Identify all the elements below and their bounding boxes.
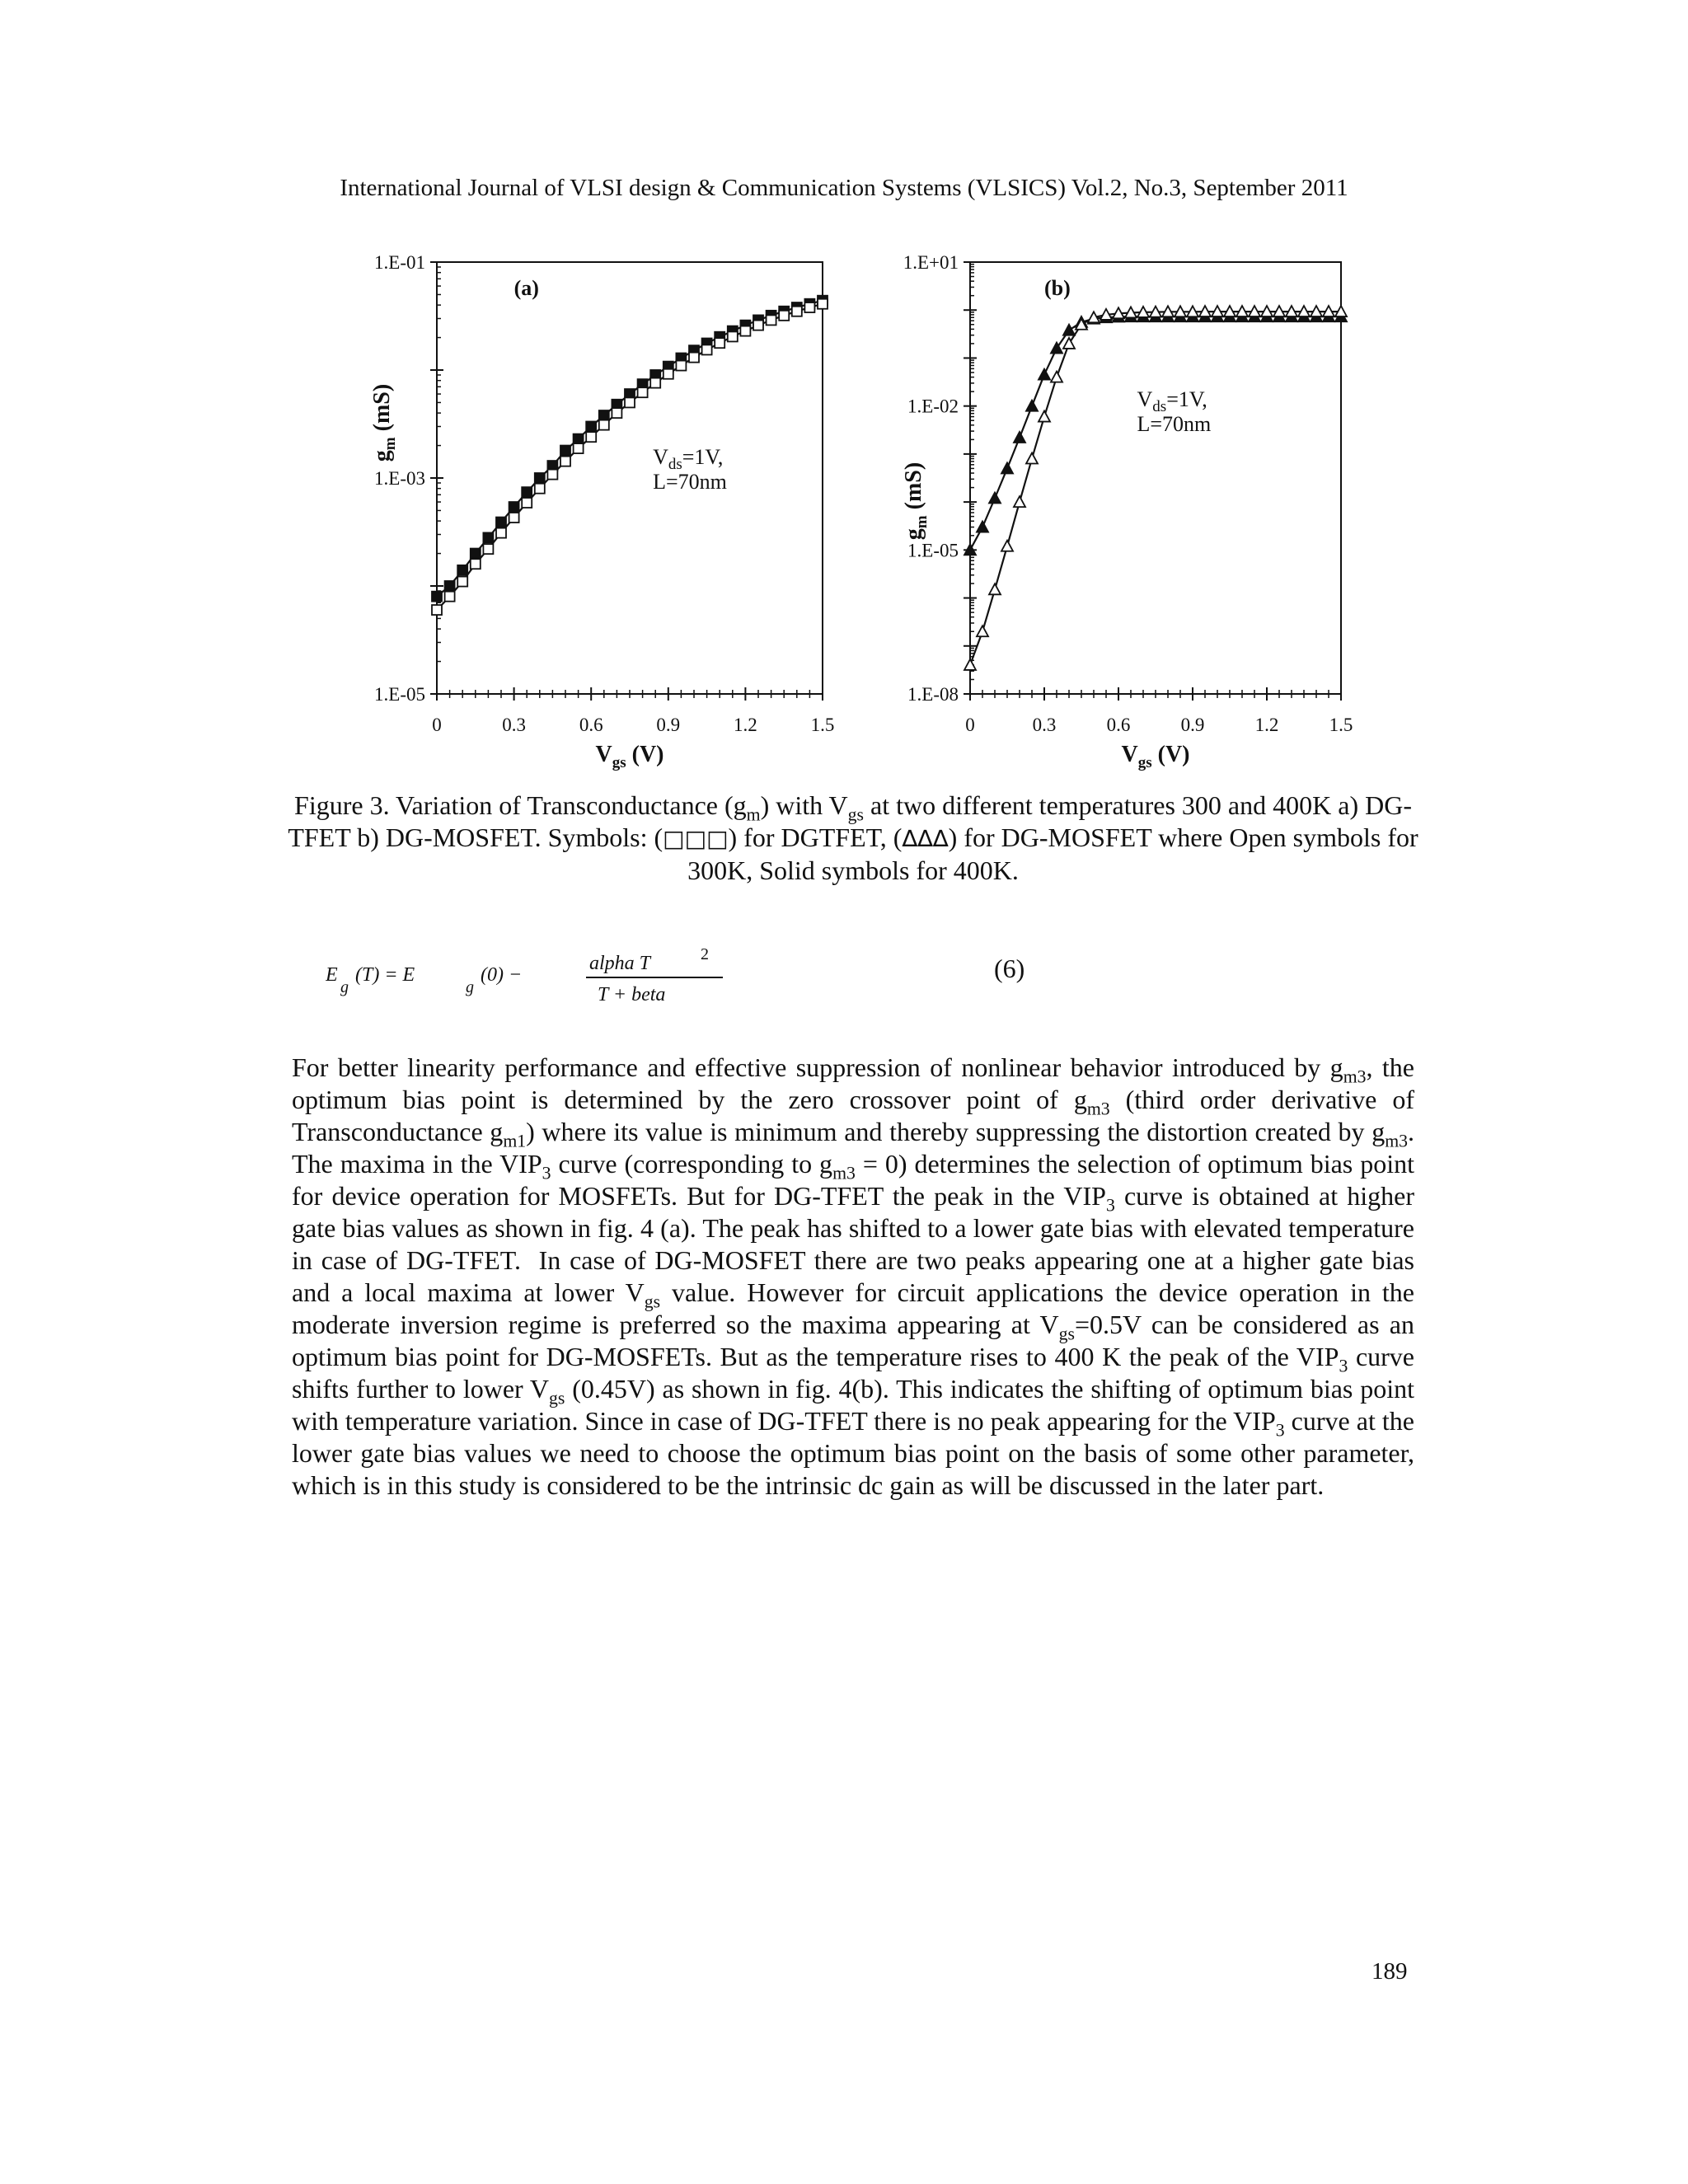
annotation-vds: $V_{ds}=1V$, <box>1137 387 1207 415</box>
data-point-open <box>483 544 493 554</box>
data-point-open <box>445 592 455 602</box>
data-point-open <box>599 420 609 430</box>
data-point-solid <box>1014 432 1025 443</box>
data-point-open <box>977 626 988 636</box>
chart-a-transconductance-dgtfet <box>338 247 865 783</box>
y-tick-label: 1.E-05 <box>374 684 425 705</box>
annotation-length: L=70nm <box>653 470 727 494</box>
data-point-open <box>1026 453 1038 464</box>
data-point-open <box>625 397 635 407</box>
data-point-open <box>547 470 557 480</box>
x-tick-label: 0.3 <box>502 715 526 735</box>
data-point-solid <box>432 592 442 602</box>
data-point-solid <box>1039 369 1050 380</box>
data-point-open <box>740 326 750 336</box>
y-tick-label: 1.E-05 <box>907 540 959 561</box>
data-point-solid <box>471 549 481 559</box>
data-point-open <box>753 321 763 330</box>
eq-lhs-arg: (T) = E <box>355 964 415 986</box>
series-line-open <box>437 304 823 610</box>
x-tick-label: 1.5 <box>810 715 835 735</box>
data-point-open <box>1014 496 1025 507</box>
data-point-solid <box>1026 401 1038 411</box>
data-point-open <box>560 457 570 466</box>
data-point-open <box>715 338 724 348</box>
data-point-open <box>1063 338 1075 349</box>
eq-rhs-sub: g <box>466 978 474 996</box>
x-tick-label: 1.2 <box>1254 715 1279 735</box>
data-point-solid <box>586 421 596 431</box>
equation-bandgap <box>326 946 754 1012</box>
data-point-open <box>767 315 776 325</box>
data-point-open <box>728 331 738 341</box>
data-point-open <box>432 605 442 615</box>
eq-numerator-exp: 2 <box>701 946 709 963</box>
y-axis-label: $g_m$ (mS) <box>369 383 399 462</box>
x-axis-label: $V_{gs}$ (V) <box>595 742 664 771</box>
data-point-open <box>586 432 596 442</box>
y-tick-label: 1.E-08 <box>907 684 959 705</box>
data-point-solid <box>599 410 609 420</box>
data-point-solid <box>457 565 467 575</box>
annotation-vds: $V_{ds}=1V$, <box>653 445 724 473</box>
figure-caption: Figure 3. Variation of Transconductance $(g_m)$ with $V_{gs}$ at two different temperatures 300 and 400K a) DG-TFET b) DG-MOSFET. Symbols: (□□□) for DGTFET, (∆∆∆) for DG-MOSFET where Open symbols for 300K, Solid symbols for 400K. <box>288 790 1418 885</box>
data-point-open <box>650 378 660 388</box>
body-paragraph <box>292 1052 1414 1502</box>
data-point-open <box>535 484 545 494</box>
running-header: International Journal of VLSI design & Communication Systems (VLSICS) Vol.2, No.3, September 2011 <box>340 175 1348 201</box>
equation-number: (6) <box>994 954 1025 983</box>
plot-frame <box>437 262 823 694</box>
data-point-solid <box>445 581 455 591</box>
series-line-solid <box>437 301 823 597</box>
x-tick-label: 0.9 <box>1180 715 1205 735</box>
chart-b-transconductance-dgmosfet <box>870 247 1381 783</box>
data-point-solid <box>496 518 506 527</box>
data-point-open <box>1051 372 1062 382</box>
y-tick-label: 1.E+01 <box>903 252 959 273</box>
data-point-open <box>612 408 621 418</box>
x-tick-label: 0.6 <box>579 715 603 735</box>
data-point-solid <box>560 446 570 456</box>
x-axis-label: $V_{gs}$ (V) <box>1121 742 1190 771</box>
x-tick-label: 0 <box>432 715 442 735</box>
x-tick-label: 0.6 <box>1106 715 1131 735</box>
data-point-solid <box>1063 325 1075 335</box>
data-point-open <box>574 443 584 453</box>
annotation-length: L=70nm <box>1137 412 1212 436</box>
data-point-open <box>638 387 648 397</box>
data-point-open <box>689 353 699 363</box>
data-point-open <box>779 311 789 321</box>
panel-label: (a) <box>513 276 539 300</box>
eq-lhs: E <box>326 964 338 986</box>
data-point-open <box>471 559 481 569</box>
data-point-open <box>702 344 712 354</box>
data-point-open <box>1001 541 1013 551</box>
data-point-open <box>818 299 828 309</box>
data-point-open <box>989 583 1001 594</box>
data-point-open <box>509 513 519 523</box>
data-point-solid <box>989 493 1001 504</box>
series-line-open <box>970 312 1341 665</box>
data-point-open <box>676 361 686 371</box>
y-tick-label: 1.E-02 <box>907 396 959 417</box>
y-tick-label: 1.E-03 <box>374 468 425 489</box>
y-tick-label: 1.E-01 <box>374 252 425 273</box>
data-point-open <box>804 302 814 312</box>
data-point-solid <box>1001 462 1013 473</box>
x-tick-label: 1.2 <box>734 715 757 735</box>
page-number: 189 <box>1372 1958 1408 1985</box>
x-tick-label: 1.5 <box>1329 715 1353 735</box>
eq-numerator: alpha T <box>589 953 651 974</box>
x-tick-label: 0 <box>965 715 975 735</box>
data-point-open <box>457 577 467 587</box>
data-point-open <box>663 369 673 379</box>
data-point-open <box>522 498 532 508</box>
paragraph-text: For better linearity performance and effective suppression of nonlinear behavior introduced by $g_{m3}$, the optimum bias point is determined by the zero crossover point of $g_{m3}$ (third order derivative of Transconductance $g_{m1}$) where its value is minimum and thereby suppressing the distortion created by $g_{m3}$. The maxima in the $VIP_3$ curve (corresponding to $g_{m3} = 0$) determines the selection of optimum bias point for device operation for MOSFETs. But for DG-TFET the peak in the $VIP_3$ curve is obtained at higher gate bias values as shown in fig. 4 (a). The peak has shifted to a lower gate bias with elevated temperature in case of DG-TFET. In case of DG-MOSFET there are two peaks appearing one at a higher gate bias and a local maxima at lower $V_{gs}$ value. However for circuit applications the device operation in the moderate inversion regime is preferred so the maxima appearing at $V_{gs}=0.5V$ can be considered as an optimum bias point for DG-MOSFETs. But as the temperature rises to 400 K the peak of the $VIP_3$ curve shifts further to lower $V_{gs}$ (0.45V) as shown in fig. 4(b). This indicates the shifting of optimum bias point with temperature variation. Since in case of DG-TFET there is no peak appearing for the $VIP_3$ curve at the lower gate bias values we need to choose the optimum bias point on the basis of some other parameter, which is in this study is considered to be the intrinsic dc gain as will be discussed in the later part. <box>292 1052 1415 1500</box>
data-point-solid <box>1051 343 1062 354</box>
panel-label: (b) <box>1044 276 1071 300</box>
y-axis-label: $g_m$ (mS) <box>901 462 931 541</box>
eq-rhs-arg: (0) − <box>481 964 523 986</box>
data-point-solid <box>509 502 519 512</box>
data-point-solid <box>522 487 532 497</box>
data-point-open <box>792 307 802 316</box>
data-point-solid <box>483 532 493 542</box>
eq-denominator: T + beta <box>598 984 666 1005</box>
eq-lhs-sub: g <box>340 978 349 996</box>
x-tick-label: 0.9 <box>656 715 681 735</box>
x-tick-label: 0.3 <box>1032 715 1057 735</box>
data-point-solid <box>977 522 988 532</box>
data-point-solid <box>535 473 545 483</box>
data-point-open <box>1039 411 1050 422</box>
data-point-solid <box>574 434 584 444</box>
data-point-open <box>496 528 506 538</box>
